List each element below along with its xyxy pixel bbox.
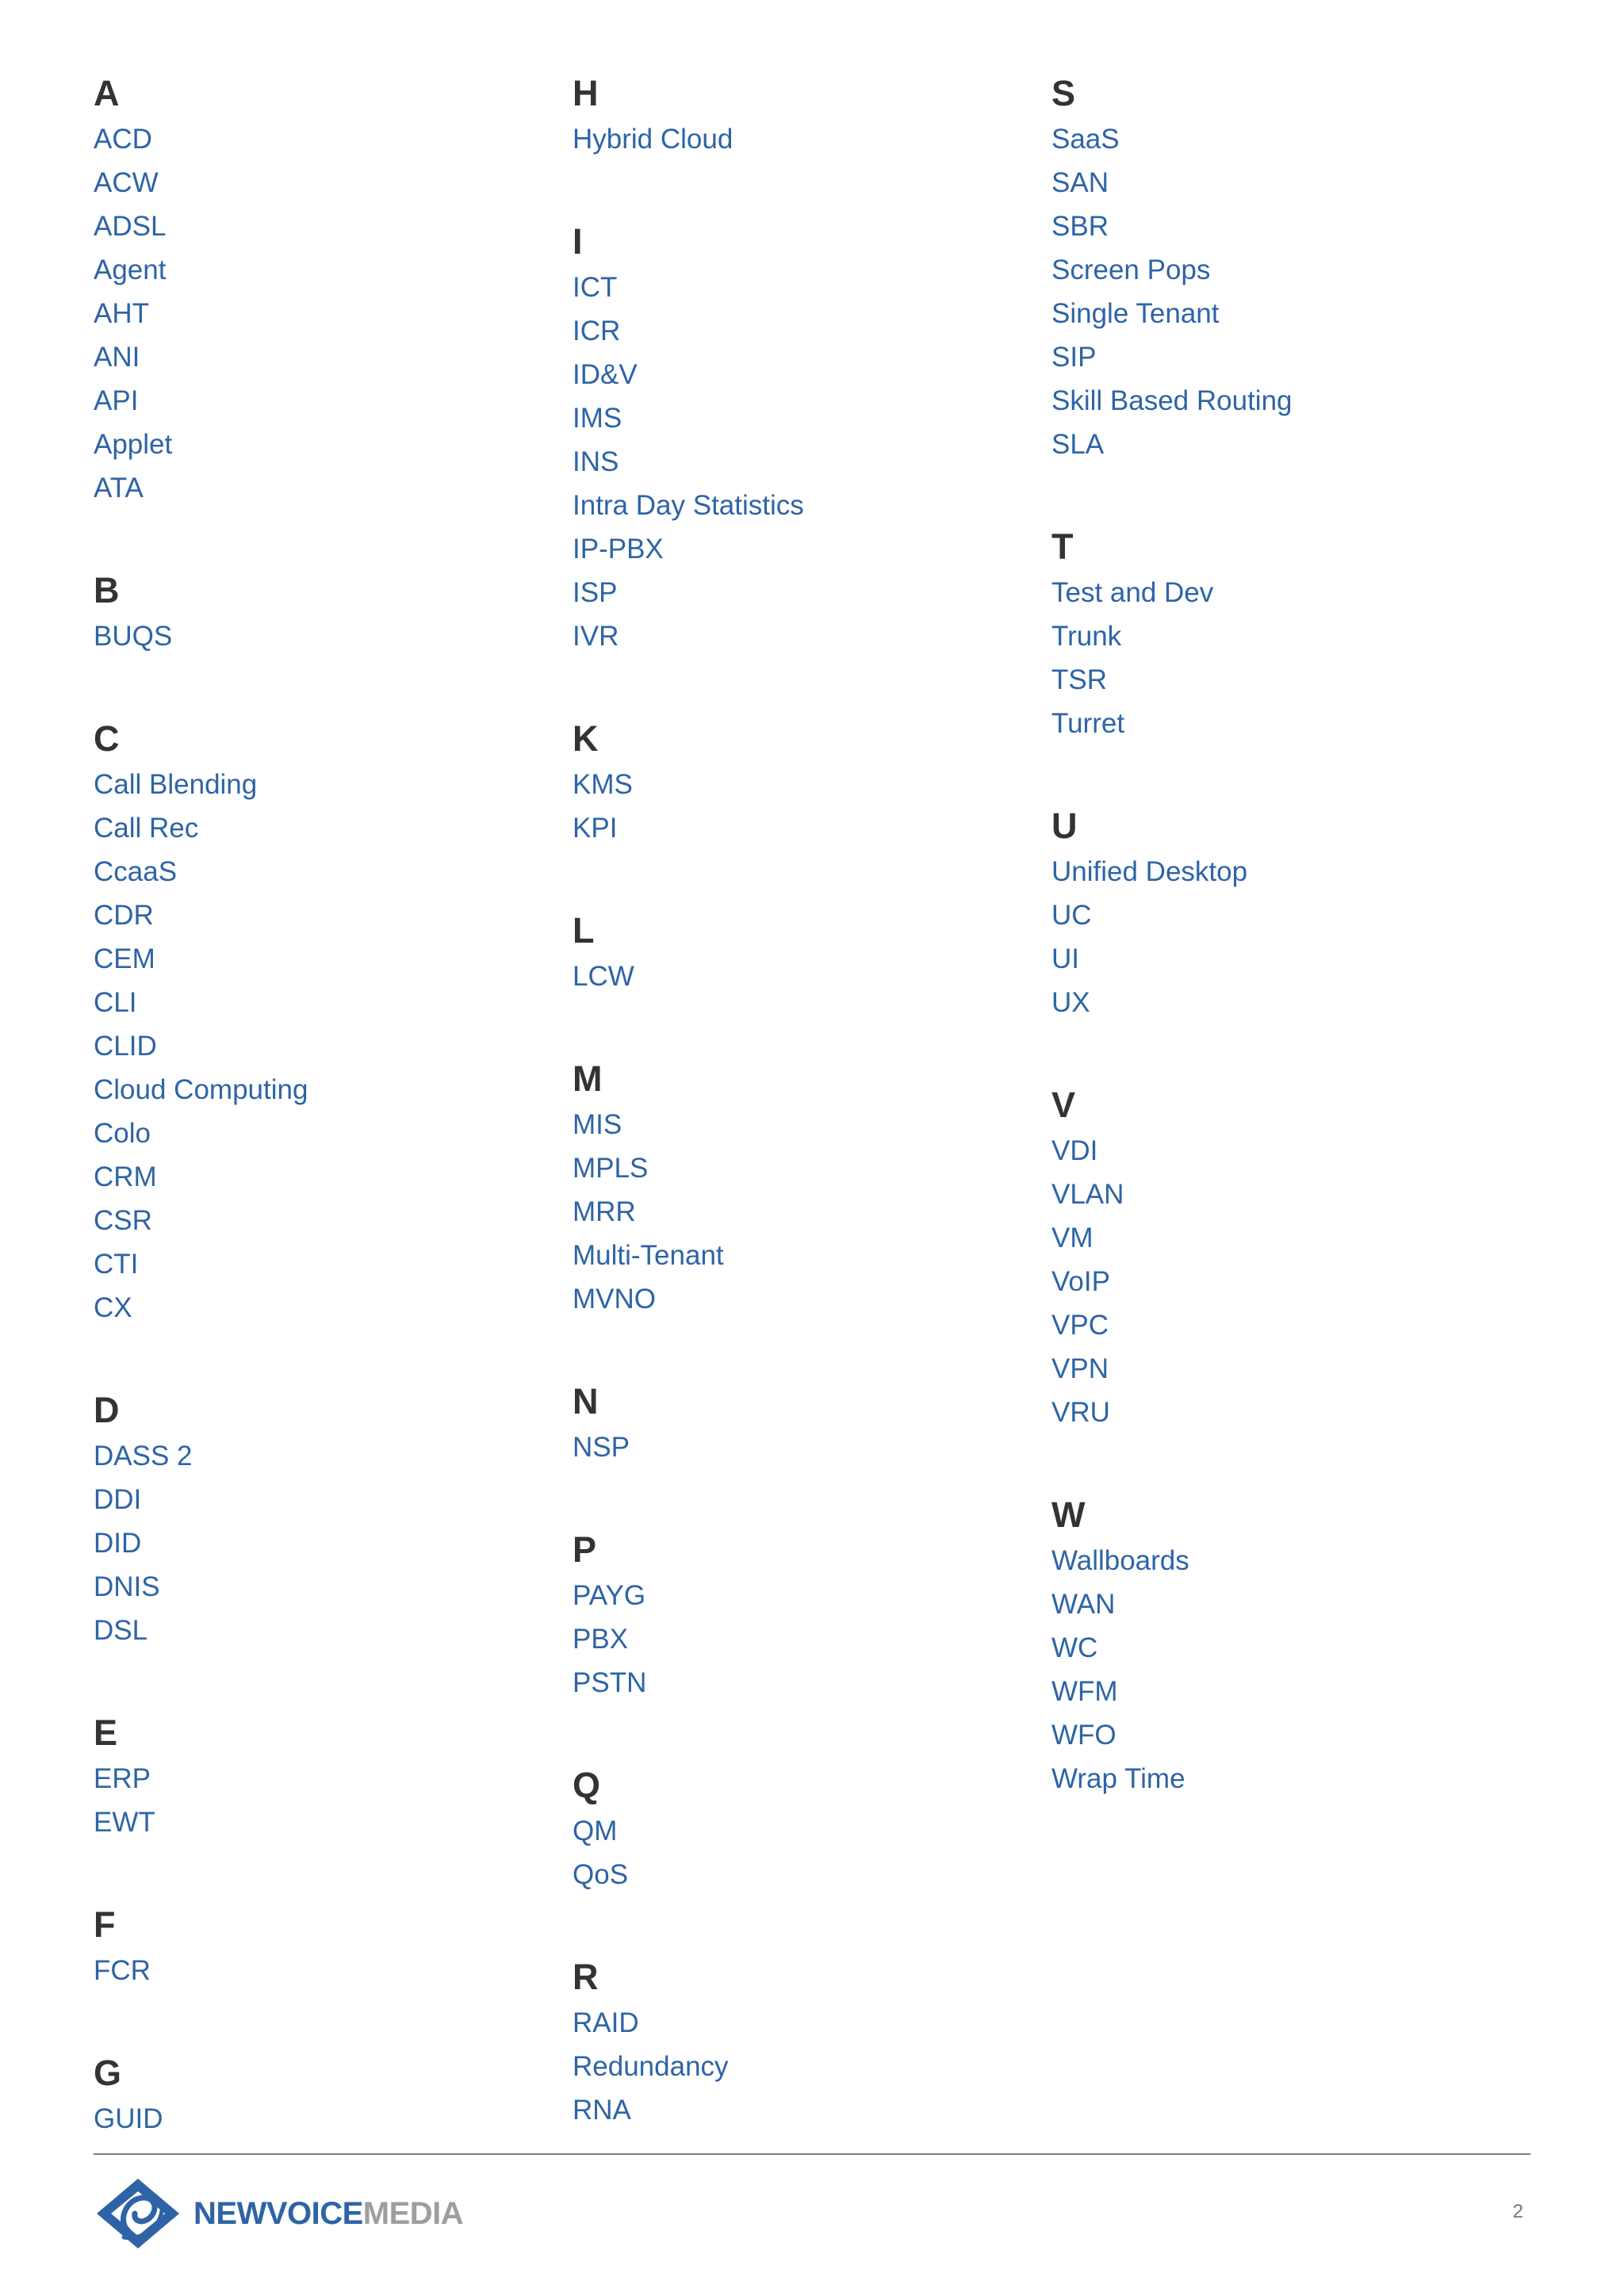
glossary-term-link[interactable]: Trunk [1051,621,1122,652]
glossary-term-link[interactable]: Cloud Computing [94,1074,308,1105]
section-letter-heading: R [573,1957,599,1997]
section-letter-heading: V [1051,1085,1076,1125]
section-letter-heading: L [573,910,595,951]
section-letter-heading: H [573,73,599,113]
glossary-section [1051,523,1496,745]
glossary-section [573,907,1017,998]
glossary-term-link[interactable]: IVR [573,621,619,652]
glossary-term-link[interactable]: VPN [1051,1353,1109,1384]
section-letter-heading: E [94,1712,118,1753]
glossary-term-link[interactable]: MRR [573,1196,636,1227]
glossary-term-link[interactable]: RAID [573,2007,639,2038]
glossary-term-link[interactable]: WFM [1051,1676,1118,1707]
footer-divider [94,2153,1530,2155]
glossary-term-link[interactable]: ACD [94,124,152,155]
glossary-section [94,70,538,510]
glossary-term-link[interactable]: ID&V [573,359,638,390]
glossary-term-link[interactable]: CTI [94,1249,139,1280]
glossary-column-2 [573,70,1017,2189]
glossary-term-link[interactable]: DSL [94,1615,148,1646]
glossary-term-link[interactable]: INS [573,446,619,477]
glossary-term-link[interactable]: BUQS [94,621,173,652]
glossary-term-link[interactable]: VM [1051,1223,1094,1253]
glossary-term-link[interactable]: Redundancy [573,2051,729,2082]
glossary-term-link[interactable]: TSR [1051,664,1107,695]
glossary-term-link[interactable]: AHT [94,298,149,329]
glossary-term-link[interactable]: DASS 2 [94,1441,193,1471]
glossary-term-link[interactable]: Intra Day Statistics [573,490,804,521]
glossary-term-link[interactable]: Screen Pops [1051,254,1211,285]
glossary-term-link[interactable]: SaaS [1051,124,1120,155]
glossary-section [1051,1491,1496,1800]
glossary-term-link[interactable]: PSTN [573,1667,647,1698]
glossary-term-link[interactable]: PBX [573,1624,629,1655]
glossary-term-link[interactable]: UC [1051,900,1092,931]
glossary-section [94,1387,538,1652]
glossary-term-link[interactable]: Colo [94,1118,151,1149]
glossary-term-link[interactable]: Agent [94,254,167,285]
page-number: 2 [1512,2201,1523,2222]
glossary-term-link[interactable]: Applet [94,429,173,460]
glossary-term-link[interactable]: ICR [573,316,621,346]
glossary-term-link[interactable]: Turret [1051,708,1125,739]
glossary-term-link[interactable]: CEM [94,943,155,974]
glossary-section [573,1526,1017,1705]
section-letter-heading: K [573,718,599,759]
glossary-term-link[interactable]: VPC [1051,1310,1109,1341]
glossary-term-link[interactable]: QM [573,1816,618,1846]
glossary-term-link[interactable]: DDI [94,1484,142,1515]
glossary-term-link[interactable]: ANI [94,342,140,373]
glossary-term-link[interactable]: CcaaS [94,856,178,887]
glossary-term-link[interactable]: SAN [1051,167,1109,198]
brand-name [193,2196,463,2232]
brand-name-part1: NEWVOICE [193,2195,363,2231]
glossary-term-link[interactable]: Wallboards [1051,1545,1189,1576]
glossary-term-link[interactable]: IMS [573,403,622,434]
footer-logo[interactable] [94,2174,463,2253]
glossary-term-link[interactable]: EWT [94,1807,155,1838]
glossary-term-link[interactable]: Wrap Time [1051,1763,1185,1794]
section-letter-heading: M [573,1058,603,1099]
glossary-term-link[interactable]: CX [94,1292,132,1323]
section-letter-heading: F [94,1904,116,1945]
glossary-term-link[interactable]: WFO [1051,1720,1116,1751]
glossary-term-link[interactable]: VDI [1051,1135,1098,1166]
glossary-term-link[interactable]: VRU [1051,1397,1110,1428]
glossary-term-link[interactable]: Multi-Tenant [573,1240,724,1271]
glossary-section [94,567,538,658]
glossary-term-link[interactable]: DNIS [94,1571,160,1602]
glossary-term-link[interactable]: ICT [573,272,618,303]
glossary-term-link[interactable]: DID [94,1528,142,1559]
glossary-term-link[interactable]: Hybrid Cloud [573,124,733,155]
glossary-term-link[interactable]: UX [1051,987,1090,1018]
section-letter-heading: B [94,570,120,610]
glossary-term-link[interactable]: CLI [94,987,137,1018]
glossary-section [573,1954,1017,2132]
glossary-term-link[interactable]: MPLS [573,1153,649,1184]
glossary-section [573,70,1017,161]
glossary-term-link[interactable]: ATA [94,473,144,503]
glossary-term-link[interactable]: ACW [94,167,159,198]
glossary-section [94,2049,538,2141]
glossary-term-link[interactable]: GUID [94,2103,163,2134]
brand-name-part2: MEDIA [362,2195,464,2231]
glossary-term-link[interactable]: ISP [573,577,618,608]
glossary-section [573,1762,1017,1896]
glossary-term-link[interactable]: SBR [1051,211,1109,242]
glossary-term-link[interactable]: Skill Based Routing [1051,385,1293,416]
section-letter-heading: I [573,221,583,262]
glossary-term-link[interactable]: CLID [94,1031,157,1062]
glossary-term-link[interactable]: SLA [1051,429,1105,460]
glossary-term-link[interactable]: QoS [573,1859,629,1890]
section-letter-heading: P [573,1529,597,1570]
glossary-term-link[interactable]: WAN [1051,1589,1116,1620]
glossary-section [573,1378,1017,1469]
glossary-section [1051,1081,1496,1434]
glossary-term-link[interactable]: VoIP [1051,1266,1110,1297]
glossary-column-3 [1051,70,1496,1858]
section-letter-heading: A [94,73,120,113]
glossary-term-link[interactable]: API [94,385,139,416]
glossary-term-link[interactable]: UI [1051,943,1079,974]
glossary-term-link[interactable]: WC [1051,1632,1098,1663]
glossary-term-link[interactable]: ERP [94,1763,151,1794]
section-letter-heading: Q [573,1765,601,1805]
section-letter-heading: G [94,2053,122,2093]
glossary-term-link[interactable]: KPI [573,813,618,844]
glossary-term-link[interactable]: Single Tenant [1051,298,1220,329]
glossary-section [94,1709,538,1844]
glossary-section [94,715,538,1330]
section-letter-heading: N [573,1381,599,1422]
section-letter-heading: C [94,718,120,759]
glossary-term-link[interactable]: CDR [94,900,154,931]
glossary-term-link[interactable]: RNA [573,2095,631,2126]
glossary-term-link[interactable]: IP-PBX [573,534,664,564]
glossary-section [1051,802,1496,1024]
glossary-term-link[interactable]: FCR [94,1955,151,1986]
section-letter-heading: S [1051,73,1076,113]
newvoicemedia-logo-icon [94,2175,182,2252]
glossary-term-link[interactable]: KMS [573,769,633,800]
glossary-term-link[interactable]: PAYG [573,1580,646,1611]
glossary-section [573,715,1017,850]
glossary-term-link[interactable]: VLAN [1051,1179,1124,1210]
glossary-term-link[interactable]: Call Rec [94,813,199,844]
glossary-term-link[interactable]: LCW [573,961,634,992]
glossary-term-link[interactable]: CRM [94,1161,157,1192]
glossary-section [1051,70,1496,466]
glossary-term-link[interactable]: SIP [1051,342,1097,373]
section-letter-heading: W [1051,1494,1086,1535]
section-letter-heading: U [1051,806,1078,846]
glossary-term-link[interactable]: NSP [573,1432,630,1463]
glossary-term-link[interactable]: MIS [573,1109,622,1140]
glossary-term-link[interactable]: ADSL [94,211,167,242]
section-letter-heading: T [1051,526,1074,567]
glossary-section [573,1055,1017,1321]
glossary-section [573,218,1017,658]
section-letter-heading: D [94,1390,120,1430]
glossary-term-link[interactable]: Call Blending [94,769,258,800]
glossary-term-link[interactable]: Test and Dev [1051,577,1214,608]
glossary-term-link[interactable]: CSR [94,1205,152,1236]
glossary-section [94,1901,538,1992]
glossary-term-link[interactable]: Unified Desktop [1051,856,1248,887]
glossary-term-link[interactable]: MVNO [573,1284,656,1314]
glossary-column-1 [94,70,538,2198]
